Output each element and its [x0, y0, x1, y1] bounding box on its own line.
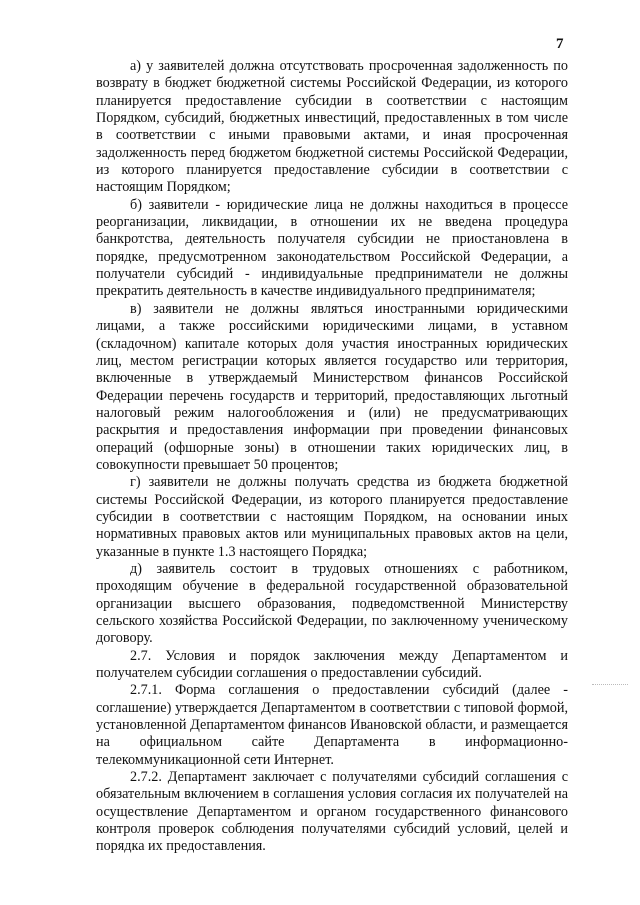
margin-scan-mark — [592, 684, 628, 685]
paragraph-b: б) заявители - юридические лица не должны находиться в процессе реорганизации, ликвидации, в отношении их не введена процедура банкротства, деятельность получателя субсидии не приостановлена в порядке, предусмотренном законодательством Российской Федерации, а получатели субсидий - индивидуальные предприниматели не должны прекратить деятельность в качестве индивидуального предпринимателя; — [96, 196, 568, 300]
paragraph-2-7-2: 2.7.2. Департамент заключает с получателями субсидий соглашения с обязательным включением в соглашения условия согласия их получателей на осуществление Департаментом и органом государственного финансового контроля проверок соблюдения получателями субсидий условий, целей и порядка их предоставления. — [96, 769, 568, 855]
page-number: 7 — [556, 36, 564, 52]
paragraph-g: г) заявители не должны получать средства из бюджета бюджетной системы Российской Федерации, из которого планируется предоставление субсидии в соответствии с настоящим Порядком, на основании иных нормативных правовых актов или муниципальных правовых актов на цели, указанные в пункте 1.3 настоящего Порядка; — [96, 474, 568, 560]
document-body — [96, 58, 568, 856]
paragraph-v: в) заявители не должны являться иностранными юридическими лицами, а также российскими юридическими лицами, в уставном (складочном) капитале которых доля участия иностранных юридических лиц, местом регистрации которых является государство или территория, включенные в утверждаемый Министерством финансов Российской Федерации перечень государств и территорий, предоставляющих льготный налоговый режим налогообложения и (или) не предусматривающих раскрытия и предоставления информации при проведении финансовых операций (офшорные зоны) в отношении таких юридических лиц, в совокупности превышает 50 процентов; — [96, 300, 568, 473]
paragraph-d: д) заявитель состоит в трудовых отношениях с работником, проходящим обучение в федеральной государственной образовательной организации высшего образования, подведомственной Министерству сельского хозяйства Российской Федерации, по заключенному ученическому договору. — [96, 560, 568, 647]
paragraph-2-7: 2.7. Условия и порядок заключения между Департаментом и получателем субсидии соглашения о предоставлении субсидий. — [96, 647, 568, 682]
paragraph-2-7-1: 2.7.1. Форма соглашения о предоставлении субсидий (далее - соглашение) утверждается Департаментом в соответствии с типовой формой, установленной Департаментом финансов Ивановской области, и размещается на официальном сайте Департамента в информационно-телекоммуникационной сети Интернет. — [96, 682, 568, 768]
paragraph-a: а) у заявителей должна отсутствовать просроченная задолженность по возврату в бюджет бюджетной системы Российской Федерации, из которого планируется предоставление субсидии в соответствии с настоящим Порядком, субсидий, бюджетных инвестиций, предоставленных в том числе в соответствии с иными правовыми актами, и иная просроченная задолженность перед бюджетом бюджетной системы Российской Федерации, из которого планируется предоставление субсидии в соответствии с настоящим Порядком; — [96, 58, 568, 196]
